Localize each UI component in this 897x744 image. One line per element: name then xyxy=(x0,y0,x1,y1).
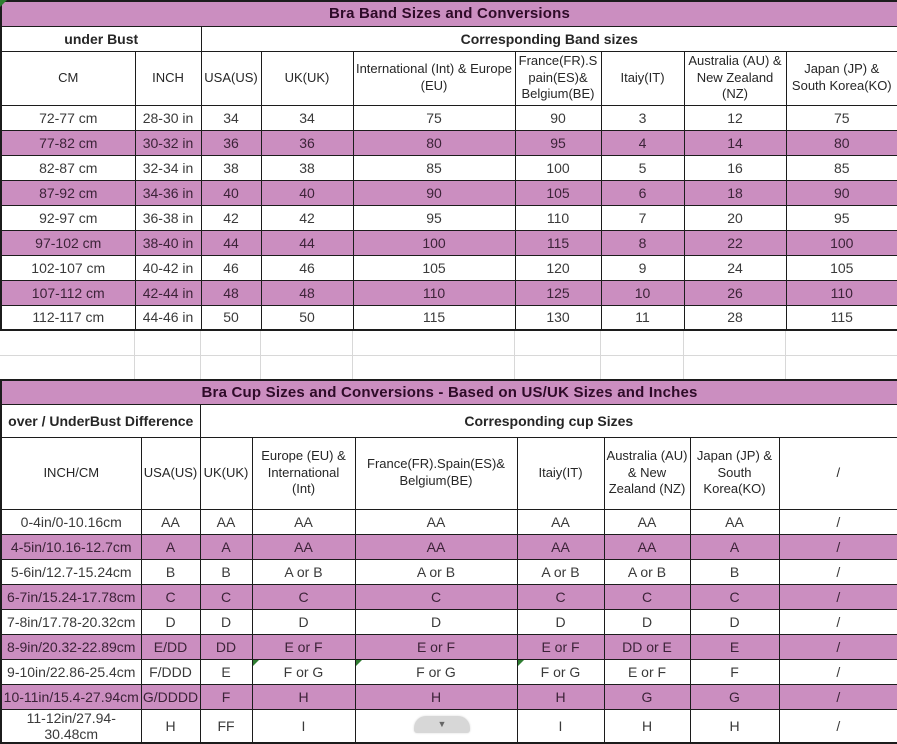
table-cell: 40 xyxy=(201,180,261,205)
table-cell: 90 xyxy=(353,180,515,205)
table-cell: AA xyxy=(604,534,690,559)
table-cell: 115 xyxy=(353,305,515,330)
table-cell: G xyxy=(690,684,779,709)
table-cell: 120 xyxy=(515,255,601,280)
column-header: Australia (AU) & New Zealand (NZ) xyxy=(604,437,690,509)
table-cell: 112-117 cm xyxy=(1,305,135,330)
table-cell: H xyxy=(690,709,779,743)
column-header: Itaiy(IT) xyxy=(517,437,604,509)
table-cell: 34 xyxy=(261,105,353,130)
table-cell: 50 xyxy=(261,305,353,330)
table-cell: 11-12in/27.94-30.48cm xyxy=(1,709,141,743)
column-header: Japan (JP) & South Korea(KO) xyxy=(786,51,897,105)
table-cell: 9 xyxy=(601,255,684,280)
table-cell: 80 xyxy=(353,130,515,155)
table-cell: B xyxy=(141,559,200,584)
table-cell: 32-34 in xyxy=(135,155,201,180)
table-cell: 50 xyxy=(201,305,261,330)
table-cell: D xyxy=(355,609,517,634)
table-cell: A xyxy=(200,534,252,559)
table-cell: 6 xyxy=(601,180,684,205)
table-cell: 46 xyxy=(261,255,353,280)
table-cell: 80 xyxy=(786,130,897,155)
table-cell: 6-7in/15.24-17.78cm xyxy=(1,584,141,609)
table-cell: AA xyxy=(604,509,690,534)
table-cell: 48 xyxy=(201,280,261,305)
table-cell: B xyxy=(200,559,252,584)
table-cell: 85 xyxy=(786,155,897,180)
table-cell: 22 xyxy=(684,230,786,255)
table-cell: C xyxy=(200,584,252,609)
cell-error-marker-icon xyxy=(356,660,362,666)
band-table-title-row xyxy=(1,1,897,26)
table-row xyxy=(1,180,897,205)
table-cell: 100 xyxy=(515,155,601,180)
table-cell: D xyxy=(690,609,779,634)
table-cell: AA xyxy=(200,509,252,534)
table-cell: 38-40 in xyxy=(135,230,201,255)
table-cell: 36 xyxy=(261,130,353,155)
table-cell: H xyxy=(355,684,517,709)
table-cell: A or B xyxy=(517,559,604,584)
table-cell: 97-102 cm xyxy=(1,230,135,255)
table-cell: C xyxy=(141,584,200,609)
cup-table-title: Bra Cup Sizes and Conversions - Based on US/UK Sizes and Inches xyxy=(1,380,897,404)
table-cell: 14 xyxy=(684,130,786,155)
table-cell: F/DDD xyxy=(141,659,200,684)
table-cell: 8-9in/20.32-22.89cm xyxy=(1,634,141,659)
table-cell: B xyxy=(690,559,779,584)
table-cell: / xyxy=(779,559,897,584)
table-cell: H xyxy=(141,709,200,743)
table-cell: 12 xyxy=(684,105,786,130)
table-cell: 90 xyxy=(786,180,897,205)
table-row xyxy=(1,634,897,659)
table-cell: F xyxy=(690,659,779,684)
band-table-group-row xyxy=(1,26,897,51)
table-cell: 110 xyxy=(515,205,601,230)
table-cell: / xyxy=(779,709,897,743)
cup-table-title-row xyxy=(1,380,897,404)
table-cell: AA xyxy=(252,534,355,559)
table-row xyxy=(1,280,897,305)
table-cell: 42-44 in xyxy=(135,280,201,305)
table-row xyxy=(1,684,897,709)
table-cell: A or B xyxy=(252,559,355,584)
table-cell: 44-46 in xyxy=(135,305,201,330)
column-header: INCH xyxy=(135,51,201,105)
table-cell: 87-92 cm xyxy=(1,180,135,205)
column-header: Europe (EU) & International (Int) xyxy=(252,437,355,509)
table-cell: 105 xyxy=(353,255,515,280)
table-row xyxy=(1,609,897,634)
table-cell: F or G xyxy=(252,659,355,684)
table-cell: 102-107 cm xyxy=(1,255,135,280)
band-group-under-bust: under Bust xyxy=(1,26,201,51)
table-cell: E xyxy=(200,659,252,684)
table-cell: F xyxy=(200,684,252,709)
table-cell: 48 xyxy=(261,280,353,305)
table-cell: 95 xyxy=(515,130,601,155)
table-cell: 42 xyxy=(261,205,353,230)
table-cell: 77-82 cm xyxy=(1,130,135,155)
table-cell: AA xyxy=(690,509,779,534)
column-header: UK(UK) xyxy=(200,437,252,509)
table-cell: 44 xyxy=(261,230,353,255)
table-cell: 75 xyxy=(353,105,515,130)
cup-table-body xyxy=(1,509,897,743)
table-cell: H xyxy=(517,684,604,709)
table-cell: AA xyxy=(517,509,604,534)
table-cell: 28 xyxy=(684,305,786,330)
table-cell: C xyxy=(252,584,355,609)
table-cell: 36 xyxy=(201,130,261,155)
table-cell: H xyxy=(252,684,355,709)
band-size-table xyxy=(0,0,897,331)
table-cell: 42 xyxy=(201,205,261,230)
table-cell: 110 xyxy=(786,280,897,305)
table-cell: G/DDDD xyxy=(141,684,200,709)
table-cell: 34 xyxy=(201,105,261,130)
table-cell: 3 xyxy=(601,105,684,130)
table-cell: 4 xyxy=(601,130,684,155)
table-cell: / xyxy=(779,509,897,534)
table-cell: 44 xyxy=(201,230,261,255)
table-cell: 100 xyxy=(786,230,897,255)
table-cell: C xyxy=(355,584,517,609)
table-cell: D xyxy=(200,609,252,634)
table-row xyxy=(1,559,897,584)
table-cell: 18 xyxy=(684,180,786,205)
table-row xyxy=(1,509,897,534)
cell-error-marker-icon xyxy=(518,660,524,666)
table-row xyxy=(1,659,897,684)
table-cell: 0-4in/0-10.16cm xyxy=(1,509,141,534)
band-table-column-headers xyxy=(1,51,897,105)
table-cell: AA xyxy=(355,509,517,534)
band-group-corresponding-sizes: Corresponding Band sizes xyxy=(201,26,897,51)
table-row xyxy=(1,155,897,180)
table-cell: / xyxy=(779,534,897,559)
table-cell: H xyxy=(604,709,690,743)
column-header: Itaiy(IT) xyxy=(601,51,684,105)
table-cell: AA xyxy=(355,534,517,559)
table-cell: / xyxy=(779,634,897,659)
table-cell: 10-11in/15.4-27.94cm xyxy=(1,684,141,709)
cup-group-corresponding-sizes: Corresponding cup Sizes xyxy=(200,404,897,437)
table-cell: F or G xyxy=(517,659,604,684)
table-cell: 30-32 in xyxy=(135,130,201,155)
table-cell: 26 xyxy=(684,280,786,305)
table-cell: F or G xyxy=(355,659,517,684)
table-cell: AA xyxy=(517,534,604,559)
table-cell: 5 xyxy=(601,155,684,180)
table-cell: E or F xyxy=(517,634,604,659)
table-cell: A xyxy=(141,534,200,559)
column-header: Japan (JP) & South Korea(KO) xyxy=(690,437,779,509)
table-cell: D xyxy=(252,609,355,634)
column-header: UK(UK) xyxy=(261,51,353,105)
table-cell: G xyxy=(604,684,690,709)
table-cell: 40-42 in xyxy=(135,255,201,280)
table-cell: / xyxy=(779,659,897,684)
table-cell: / xyxy=(779,584,897,609)
table-cell: D xyxy=(517,609,604,634)
table-cell: 40 xyxy=(261,180,353,205)
scroll-down-button[interactable] xyxy=(414,716,470,733)
table-cell: D xyxy=(141,609,200,634)
table-cell: C xyxy=(690,584,779,609)
table-cell: 4-5in/10.16-12.7cm xyxy=(1,534,141,559)
table-cell: 24 xyxy=(684,255,786,280)
table-row xyxy=(1,230,897,255)
table-cell: 95 xyxy=(353,205,515,230)
table-cell: 9-10in/22.86-25.4cm xyxy=(1,659,141,684)
table-cell: 10 xyxy=(601,280,684,305)
table-row xyxy=(1,584,897,609)
table-cell: DD xyxy=(200,634,252,659)
table-cell: I xyxy=(252,709,355,743)
cup-group-difference: over / UnderBust Difference xyxy=(1,404,200,437)
cup-table-group-row xyxy=(1,404,897,437)
table-cell: / xyxy=(779,609,897,634)
table-cell: 130 xyxy=(515,305,601,330)
table-cell: E or F xyxy=(252,634,355,659)
table-cell: C xyxy=(604,584,690,609)
table-cell: 90 xyxy=(515,105,601,130)
table-cell: 20 xyxy=(684,205,786,230)
table-row xyxy=(1,130,897,155)
table-cell: FF xyxy=(200,709,252,743)
table-cell: 38 xyxy=(261,155,353,180)
cup-size-table xyxy=(0,379,897,744)
table-cell: 82-87 cm xyxy=(1,155,135,180)
table-cell: 46 xyxy=(201,255,261,280)
table-cell: 115 xyxy=(515,230,601,255)
blank-spreadsheet-rows xyxy=(0,331,897,379)
table-cell: 16 xyxy=(684,155,786,180)
table-cell: / xyxy=(779,684,897,709)
table-cell: 72-77 cm xyxy=(1,105,135,130)
table-cell: E xyxy=(690,634,779,659)
column-header: USA(US) xyxy=(141,437,200,509)
table-cell: 7 xyxy=(601,205,684,230)
column-header: CM xyxy=(1,51,135,105)
column-header: Australia (AU) & New Zealand (NZ) xyxy=(684,51,786,105)
table-cell: 105 xyxy=(786,255,897,280)
table-cell: A xyxy=(690,534,779,559)
table-cell: 125 xyxy=(515,280,601,305)
table-cell: 34-36 in xyxy=(135,180,201,205)
table-cell: 85 xyxy=(353,155,515,180)
cup-table-column-headers xyxy=(1,437,897,509)
table-cell: 100 xyxy=(353,230,515,255)
table-cell: 107-112 cm xyxy=(1,280,135,305)
table-cell: 115 xyxy=(786,305,897,330)
table-cell: 11 xyxy=(601,305,684,330)
gridline xyxy=(0,355,897,356)
table-row xyxy=(1,105,897,130)
table-cell: E or F xyxy=(355,634,517,659)
column-header: USA(US) xyxy=(201,51,261,105)
cell-error-marker-icon xyxy=(253,660,259,666)
table-cell: E or F xyxy=(604,659,690,684)
table-cell: DD or E xyxy=(604,634,690,659)
table-cell: 36-38 in xyxy=(135,205,201,230)
sheet-corner-marker-icon xyxy=(0,0,7,7)
table-cell: 5-6in/12.7-15.24cm xyxy=(1,559,141,584)
column-header: International (Int) & Europe (EU) xyxy=(353,51,515,105)
table-cell: 95 xyxy=(786,205,897,230)
table-cell: 7-8in/17.78-20.32cm xyxy=(1,609,141,634)
table-cell: 92-97 cm xyxy=(1,205,135,230)
table-row xyxy=(1,305,897,330)
column-header: / xyxy=(779,437,897,509)
column-header: France(FR).Spain(ES)& Belgium(BE) xyxy=(515,51,601,105)
table-cell: C xyxy=(517,584,604,609)
table-cell: 38 xyxy=(201,155,261,180)
table-cell: 105 xyxy=(515,180,601,205)
table-row xyxy=(1,255,897,280)
table-cell: A or B xyxy=(604,559,690,584)
band-table-body xyxy=(1,105,897,330)
table-cell: 110 xyxy=(353,280,515,305)
table-cell: E/DD xyxy=(141,634,200,659)
table-cell: AA xyxy=(141,509,200,534)
table-cell: 75 xyxy=(786,105,897,130)
table-cell: 8 xyxy=(601,230,684,255)
table-cell: D xyxy=(604,609,690,634)
table-cell: A or B xyxy=(355,559,517,584)
table-cell: I xyxy=(517,709,604,743)
table-row xyxy=(1,534,897,559)
column-header: France(FR).Spain(ES)& Belgium(BE) xyxy=(355,437,517,509)
band-table-title: Bra Band Sizes and Conversions xyxy=(1,1,897,26)
table-cell: 28-30 in xyxy=(135,105,201,130)
chevron-down-icon: ▼ xyxy=(437,719,447,729)
table-cell: AA xyxy=(252,509,355,534)
table-row xyxy=(1,205,897,230)
column-header: INCH/CM xyxy=(1,437,141,509)
